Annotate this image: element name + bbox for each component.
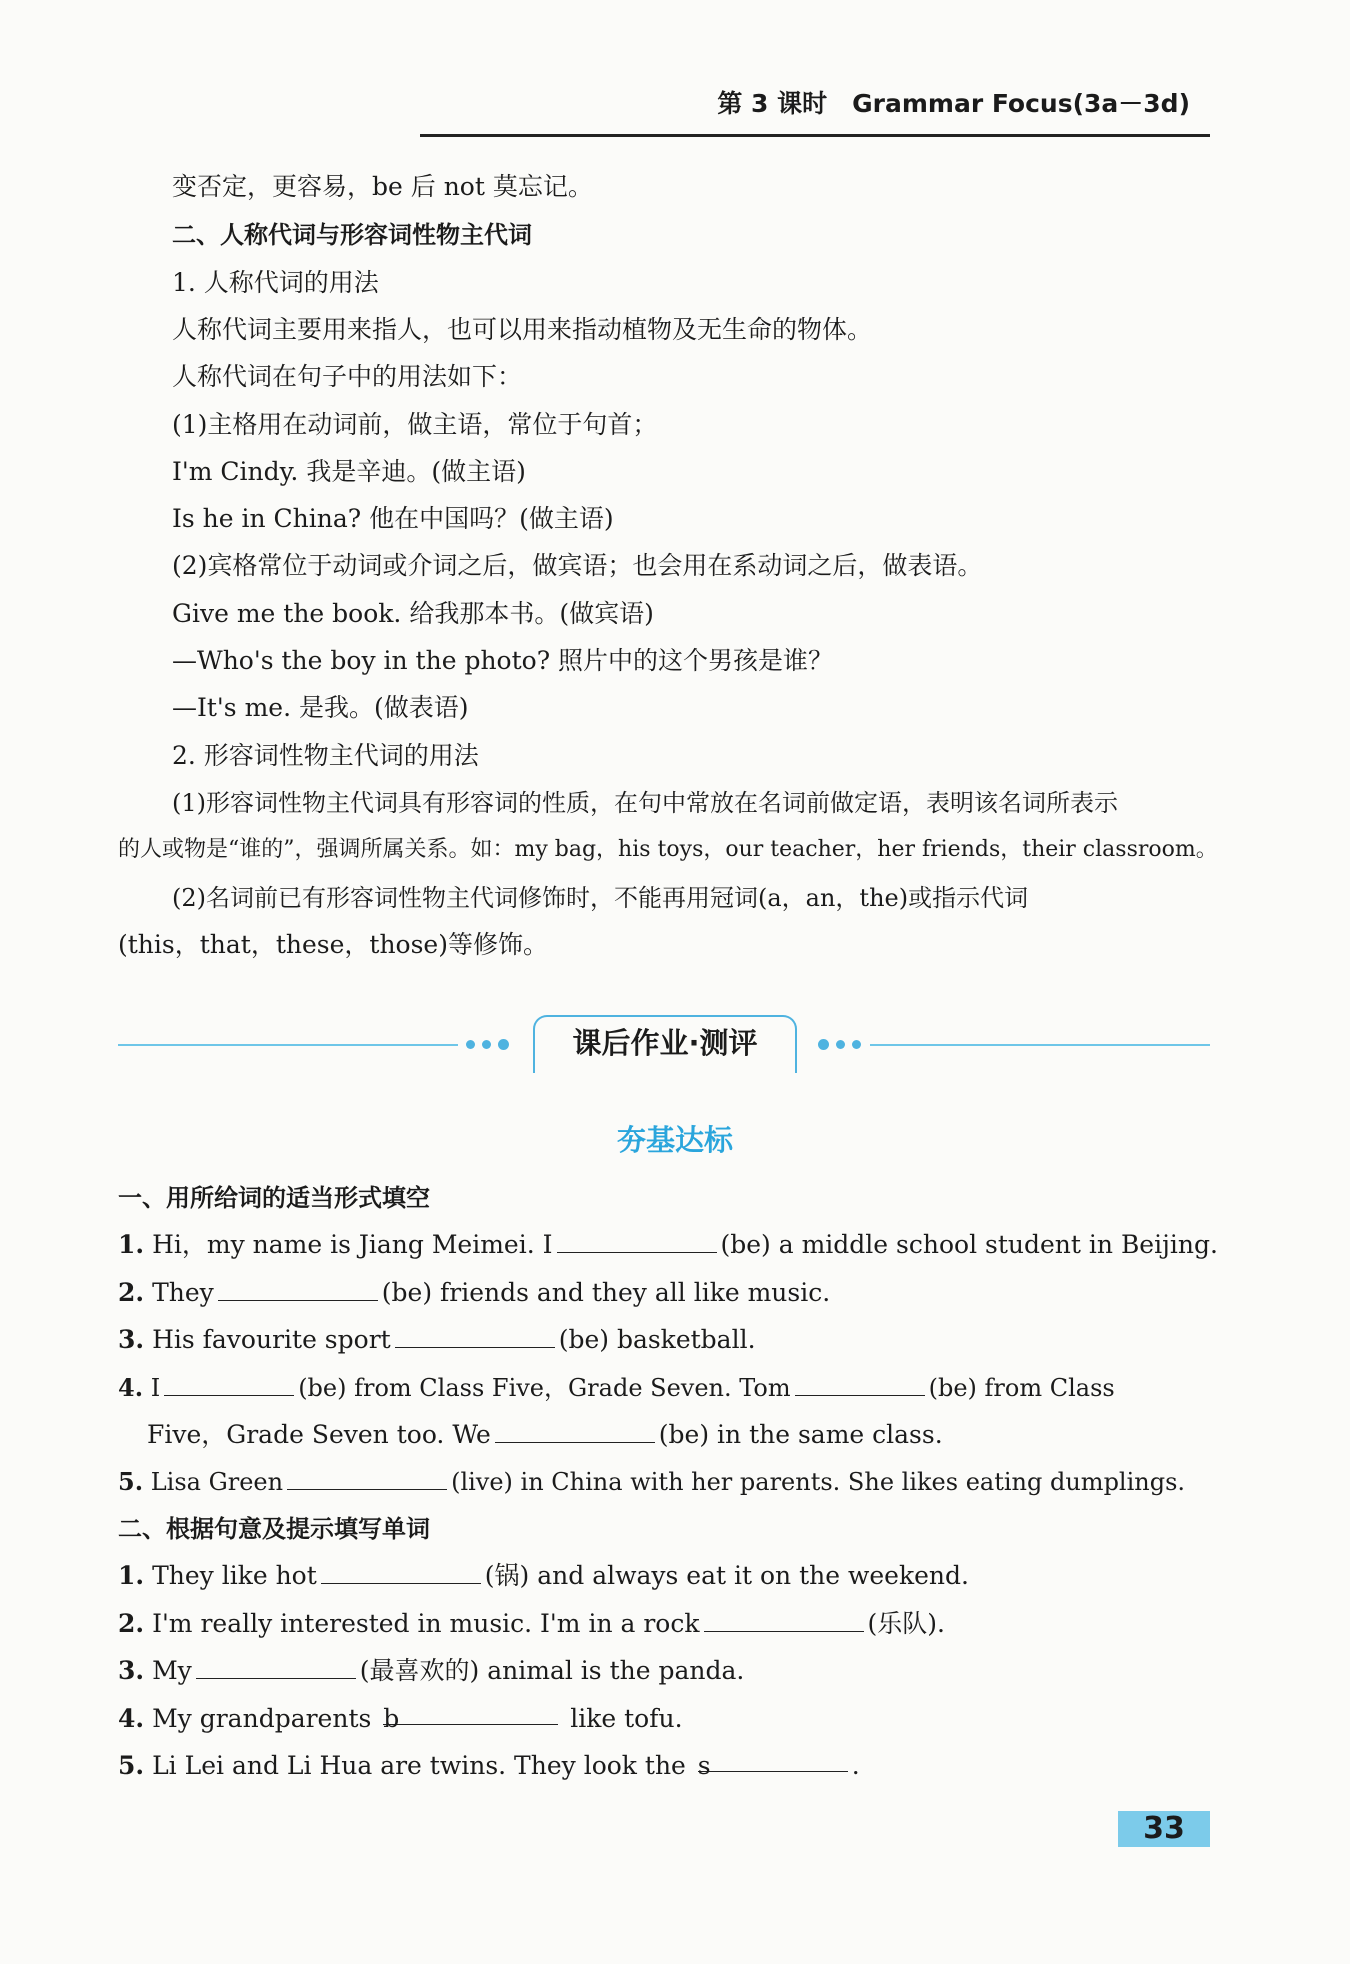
answer-blank[interactable] (321, 1561, 481, 1584)
dot-icon (852, 1040, 861, 1049)
grammar-line: 人称代词在句子中的用法如下： (172, 362, 523, 391)
dot-icon (466, 1040, 475, 1049)
grammar-line: 的人或物是“谁的”，强调所属关系。如：my bag，his toys，our teacher，her friends，their classroom。 (118, 837, 1218, 862)
grammar-heading: 二、人称代词与形容词性物主代词 (172, 221, 532, 249)
exercise-item: 1. Hi，my name is Jiang Meimei. I (be) a middle school student in Beijing. (118, 1230, 1218, 1259)
grammar-subheading: 1. 人称代词的用法 (172, 268, 379, 297)
exercise-item-continued: Five，Grade Seven too. We (be) in the same class. (147, 1420, 943, 1449)
grammar-line: (this，that，these，those)等修饰。 (118, 930, 548, 959)
answer-blank[interactable] (196, 1656, 356, 1679)
answer-blank[interactable] (495, 1420, 655, 1443)
grammar-example: Give me the book. 给我那本书。(做宾语) (172, 599, 654, 628)
exercise-item: 3. His favourite sport (be) basketball. (118, 1325, 756, 1354)
banner-label: 课后作业·测评 (533, 1015, 797, 1073)
exercise-heading: 一、用所给词的适当形式填空 (118, 1184, 430, 1212)
answer-blank[interactable] (218, 1278, 378, 1301)
exercise-item: 5. Li Lei and Li Hua are twins. They look the s . (118, 1751, 860, 1780)
exercise-item: 4. I (be) from Class Five，Grade Seven. Tom (be) from Class (118, 1373, 1115, 1402)
grammar-example: Is he in China? 他在中国吗？(做主语) (172, 504, 614, 533)
lesson-title: 第 3 课时 Grammar Focus(3a－3d) (717, 89, 1190, 118)
answer-blank[interactable] (287, 1467, 447, 1490)
exercise-heading: 二、根据句意及提示填写单词 (118, 1515, 430, 1543)
grammar-line: 变否定，更容易，be 后 not 莫忘记。 (172, 172, 593, 201)
answer-blank[interactable]: s (698, 1749, 848, 1772)
grammar-line: (1)主格用在动词前，做主语，常位于句首； (172, 410, 658, 439)
exercise-item: 3. My (最喜欢的) animal is the panda. (118, 1656, 745, 1685)
banner-rule-right (870, 1044, 1210, 1046)
exercise-item: 4. My grandparents b like tofu. (118, 1704, 683, 1733)
answer-blank[interactable]: b (383, 1702, 558, 1725)
section-title: 夯基达标 (616, 1123, 733, 1157)
page-header (420, 78, 1210, 137)
answer-blank[interactable] (795, 1373, 925, 1396)
page-number: 33 (1118, 1811, 1210, 1847)
dot-icon (498, 1039, 509, 1050)
grammar-line: (2)宾格常位于动词或介词之后，做宾语；也会用在系动词之后，做表语。 (172, 551, 983, 580)
answer-blank[interactable] (164, 1373, 294, 1396)
exercise-item: 5. Lisa Green (live) in China with her parents. She likes eating dumplings. (118, 1467, 1186, 1496)
banner-rule-left (118, 1044, 458, 1046)
dot-icon (482, 1040, 491, 1049)
dot-icon (836, 1040, 845, 1049)
grammar-line: (1)形容词性物主代词具有形容词的性质，在句中常放在名词前做定语，表明该名词所表示 (172, 789, 1118, 817)
homework-banner (118, 1015, 1210, 1075)
grammar-subheading: 2. 形容词性物主代词的用法 (172, 741, 479, 770)
answer-blank[interactable] (557, 1230, 717, 1253)
grammar-line: 人称代词主要用来指人，也可以用来指动植物及无生命的物体。 (172, 315, 873, 344)
exercise-item: 1. They like hot (锅) and always eat it on the weekend. (118, 1561, 969, 1590)
grammar-example: —It's me. 是我。(做表语) (172, 693, 469, 722)
grammar-example: I'm Cindy. 我是辛迪。(做主语) (172, 457, 526, 486)
answer-blank[interactable] (395, 1325, 555, 1348)
dot-icon (818, 1039, 829, 1050)
answer-blank[interactable] (704, 1609, 864, 1632)
grammar-line: (2)名词前已有形容词性物主代词修饰时，不能再用冠词(a，an，the)或指示代词 (172, 884, 1029, 912)
exercise-item: 2. They (be) friends and they all like music. (118, 1278, 831, 1307)
grammar-example: —Who's the boy in the photo? 照片中的这个男孩是谁？ (172, 646, 834, 675)
exercise-item: 2. I'm really interested in music. I'm in a rock (乐队). (118, 1609, 945, 1638)
